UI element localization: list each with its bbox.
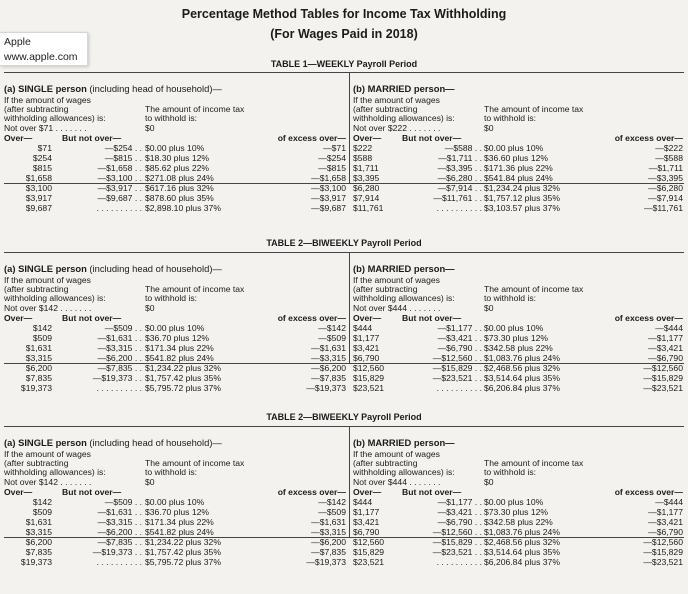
heading-note: (including head of household)—	[86, 263, 222, 274]
cell-excess: —$142	[318, 497, 346, 507]
table-row	[4, 527, 349, 537]
tax-label: The amount of income tax	[145, 284, 245, 294]
single-section	[4, 73, 349, 213]
table-title: TABLE 2—BIWEEKLY Payroll Period	[266, 412, 422, 422]
tax-label: The amount of income tax	[484, 284, 584, 294]
withholding-allowances: withholding allowances) is:	[353, 113, 455, 123]
after-subtracting: (after subtracting	[353, 458, 418, 468]
cell-over: $6,790	[353, 353, 380, 363]
table-row	[350, 343, 685, 353]
cell-but-not-over: —$1,711 . .	[438, 153, 482, 163]
cell-over: $1,631	[25, 343, 52, 353]
table-row	[350, 517, 685, 527]
table-row	[4, 507, 349, 517]
married-section	[349, 427, 685, 567]
cell-tax: $0.00 plus 10%	[484, 497, 544, 507]
cell-over: $815	[32, 163, 52, 173]
cell-over: $254	[32, 153, 52, 163]
cell-tax: $541.82 plus 24%	[145, 527, 214, 537]
table-row	[4, 173, 349, 183]
cell-excess: —$3,100	[311, 183, 346, 193]
cell-but-not-over: —$12,560 . .	[432, 527, 482, 537]
table-row	[350, 153, 685, 163]
cell-but-not-over: —$9,687 . .	[97, 193, 142, 203]
cell-tax: $541.84 plus 24%	[484, 173, 553, 183]
after-subtracting: (after subtracting	[4, 284, 69, 294]
cell-excess: —$1,631	[311, 517, 346, 527]
cell-but-not-over: —$19,373 . .	[92, 373, 142, 383]
table-row	[4, 497, 349, 507]
cell-tax: $1,083.76 plus 24%	[484, 527, 560, 537]
table-row	[350, 547, 685, 557]
after-subtracting: (after subtracting	[353, 284, 418, 294]
table-row	[4, 353, 349, 363]
col-over: Over—	[353, 487, 382, 497]
cell-excess: —$7,835	[311, 547, 346, 557]
table-row	[4, 153, 349, 163]
col-but-not-over: But not over—	[62, 313, 122, 323]
after-subtracting: (after subtracting	[4, 458, 69, 468]
cell-tax: $2,468.56 plus 32%	[484, 537, 560, 547]
cell-excess: —$3,421	[648, 517, 683, 527]
section-heading: (b) MARRIED person—	[353, 263, 455, 274]
table-row	[4, 343, 349, 353]
heading-label: (a) SINGLE person	[4, 263, 87, 274]
cell-excess: —$3,917	[311, 193, 346, 203]
after-subtracting: (after subtracting	[353, 104, 418, 114]
tax-label-2: to withhold is:	[484, 293, 537, 303]
tax-label: The amount of income tax	[145, 458, 245, 468]
table-title: TABLE 1—WEEKLY Payroll Period	[270, 59, 418, 69]
section-heading: (b) MARRIED person—	[353, 437, 455, 448]
cell-excess: —$6,200	[311, 537, 346, 547]
cell-over: $3,917	[25, 193, 52, 203]
tax-label-2: to withhold is:	[145, 467, 198, 477]
cell-excess: —$6,790	[648, 527, 683, 537]
cell-tax: $1,083.76 plus 24%	[484, 353, 560, 363]
cell-tax: $1,757.12 plus 35%	[484, 193, 560, 203]
heading-label: (a) SINGLE person	[4, 437, 87, 448]
cell-but-not-over: —$815 . .	[104, 153, 142, 163]
table-row	[350, 173, 685, 183]
table-row	[350, 497, 685, 507]
cell-over: $3,100	[25, 183, 52, 193]
cell-over: $3,421	[353, 517, 380, 527]
tax-label-2: to withhold is:	[145, 293, 198, 303]
section-heading	[4, 84, 222, 94]
col-excess-over: of excess over—	[277, 133, 346, 143]
table-row	[350, 537, 685, 547]
table-row	[4, 193, 349, 203]
withholding-allowances: withholding allowances) is:	[4, 113, 106, 123]
cell-but-not-over: —$3,421 . .	[437, 507, 482, 517]
wages-intro: If the amount of wages	[353, 95, 440, 105]
cell-over: $11,761	[353, 203, 384, 213]
cell-over: $12,560	[353, 537, 385, 547]
heading-note: (including head of household)—	[86, 83, 222, 94]
cell-excess: —$7,835	[311, 373, 346, 383]
table-row	[350, 363, 685, 373]
col-over: Over—	[4, 313, 33, 323]
cell-but-not-over: —$6,790 . .	[437, 517, 482, 527]
cell-tax: $1,234.22 plus 32%	[145, 363, 221, 373]
cell-but-not-over: . . . . . . . . . .	[436, 557, 482, 567]
cell-but-not-over: —$588 . .	[444, 143, 482, 153]
cell-but-not-over: —$6,790 . .	[437, 343, 482, 353]
married-section	[349, 73, 685, 213]
not-over-value: $0	[484, 303, 494, 313]
table-row	[350, 183, 685, 193]
cell-over: $3,421	[353, 343, 380, 353]
cell-tax: $171.34 plus 22%	[145, 343, 214, 353]
tax-label: The amount of income tax	[145, 104, 245, 114]
cell-excess: —$1,631	[311, 343, 346, 353]
not-over-value: $0	[484, 477, 494, 487]
cell-excess: —$19,373	[306, 383, 346, 393]
cell-over: $1,631	[25, 517, 52, 527]
cell-tax: $171.34 plus 22%	[145, 517, 214, 527]
cell-excess: —$3,315	[311, 353, 346, 363]
cell-tax: $1,234.22 plus 32%	[145, 537, 221, 547]
table-row	[350, 353, 685, 363]
cell-but-not-over: —$1,177 . .	[437, 497, 482, 507]
cell-excess: —$19,373	[306, 557, 346, 567]
not-over-value: $0	[145, 123, 155, 133]
not-over-row: Not over $71 . . . . . . .	[4, 123, 87, 133]
not-over-value: $0	[484, 123, 494, 133]
table-row	[4, 163, 349, 173]
not-over-row: Not over $142 . . . . . . .	[4, 303, 92, 313]
table-row	[4, 323, 349, 333]
tooltip-title: Apple	[4, 36, 31, 48]
cell-tax: $73.30 plus 12%	[484, 507, 549, 517]
cell-excess: —$1,658	[311, 173, 346, 183]
wages-intro: If the amount of wages	[353, 449, 440, 459]
col-over: Over—	[4, 487, 33, 497]
cell-tax: $85.62 plus 22%	[145, 163, 210, 173]
col-excess-over: of excess over—	[614, 487, 683, 497]
cell-but-not-over: —$7,835 . .	[97, 537, 142, 547]
cell-over: $19,373	[20, 557, 52, 567]
cell-excess: —$254	[318, 153, 346, 163]
cell-but-not-over: —$3,917 . .	[97, 183, 142, 193]
table-row	[350, 527, 685, 537]
cell-excess: —$3,421	[648, 343, 683, 353]
table-row	[350, 557, 685, 567]
cell-excess: —$9,687	[311, 203, 346, 213]
cell-tax: $1,757.42 plus 35%	[145, 373, 221, 383]
cell-but-not-over: —$3,315 . .	[97, 517, 142, 527]
table-row	[4, 557, 349, 567]
cell-excess: —$222	[655, 143, 683, 153]
cell-excess: —$142	[318, 323, 346, 333]
cell-tax: $2,898.10 plus 37%	[145, 203, 221, 213]
cell-excess: —$6,790	[648, 353, 683, 363]
cell-tax: $18.30 plus 12%	[145, 153, 210, 163]
cell-but-not-over: —$509 . .	[104, 323, 142, 333]
cell-over: $222	[353, 143, 373, 153]
cell-but-not-over: —$11,761 . .	[433, 193, 482, 203]
withholding-allowances: withholding allowances) is:	[4, 293, 106, 303]
table-row	[350, 383, 685, 393]
tax-label: The amount of income tax	[484, 458, 584, 468]
cell-over: $1,711	[353, 163, 379, 173]
table-row	[350, 203, 685, 213]
cell-but-not-over: —$7,914 . .	[437, 183, 482, 193]
cell-tax: $0.00 plus 10%	[145, 323, 205, 333]
cell-but-not-over: —$3,315 . .	[97, 343, 142, 353]
section-heading	[4, 264, 222, 274]
cell-but-not-over: —$254 . .	[104, 143, 142, 153]
table-title: TABLE 2—BIWEEKLY Payroll Period	[266, 238, 422, 248]
cell-tax: $2,468.56 plus 32%	[484, 363, 560, 373]
tax-label-2: to withhold is:	[145, 113, 198, 123]
table-row	[4, 383, 349, 393]
cell-over: $23,521	[353, 383, 385, 393]
cell-excess: —$509	[318, 333, 346, 343]
single-section	[4, 427, 349, 567]
heading-note: (including head of household)—	[86, 437, 222, 448]
cell-tax: $0.00 plus 10%	[145, 143, 205, 153]
cell-over: $6,280	[353, 183, 380, 193]
table-block	[4, 252, 684, 393]
cell-tax: $541.82 plus 24%	[145, 353, 214, 363]
cell-but-not-over: —$15,829 . .	[432, 537, 482, 547]
cell-tax: $0.00 plus 10%	[145, 497, 205, 507]
cell-excess: —$1,177	[648, 507, 683, 517]
cell-excess: —$6,280	[648, 183, 683, 193]
cell-but-not-over: —$1,631 . .	[97, 333, 142, 343]
cell-excess: —$1,177	[648, 333, 683, 343]
not-over-row: Not over $222 . . . . . . .	[353, 123, 441, 133]
cell-over: $71	[37, 143, 52, 153]
col-excess-over: of excess over—	[614, 133, 683, 143]
cell-tax: $342.58 plus 22%	[484, 343, 553, 353]
cell-over: $7,835	[25, 547, 52, 557]
col-excess-over: of excess over—	[277, 487, 346, 497]
cell-but-not-over: —$23,521 . .	[432, 547, 482, 557]
cell-tax: $36.70 plus 12%	[145, 333, 210, 343]
cell-over: $509	[32, 507, 52, 517]
wages-intro: If the amount of wages	[4, 95, 91, 105]
col-but-not-over: But not over—	[62, 487, 122, 497]
cell-over: $12,560	[353, 363, 385, 373]
cell-over: $23,521	[353, 557, 385, 567]
cell-excess: —$588	[655, 153, 683, 163]
withholding-allowances: withholding allowances) is:	[4, 467, 106, 477]
tooltip-url[interactable]: www.apple.com	[4, 51, 78, 63]
table-row	[350, 193, 685, 203]
cell-over: $6,200	[25, 363, 52, 373]
col-over: Over—	[353, 133, 382, 143]
cell-over: $1,177	[353, 507, 380, 517]
col-but-not-over: But not over—	[402, 313, 462, 323]
wages-intro: If the amount of wages	[353, 275, 440, 285]
col-but-not-over: But not over—	[62, 133, 122, 143]
cell-tax: $5,795.72 plus 37%	[145, 557, 221, 567]
cell-but-not-over: —$1,658 . .	[97, 163, 142, 173]
cell-tax: $73.30 plus 12%	[484, 333, 549, 343]
table-row	[4, 203, 349, 213]
cell-over: $7,835	[25, 373, 52, 383]
cell-but-not-over: —$7,835 . .	[97, 363, 142, 373]
cell-excess: —$23,521	[643, 383, 683, 393]
cell-but-not-over: —$1,631 . .	[97, 507, 142, 517]
table-row	[350, 143, 685, 153]
cell-over: $15,829	[353, 547, 385, 557]
col-over: Over—	[353, 313, 382, 323]
cell-but-not-over: —$3,421 . .	[437, 333, 482, 343]
cell-tax: $0.00 plus 10%	[484, 143, 544, 153]
cell-tax: $3,514.64 plus 35%	[484, 547, 560, 557]
cell-tax: $3,103.57 plus 37%	[484, 203, 560, 213]
cell-over: $142	[32, 323, 52, 333]
table-row	[4, 373, 349, 383]
table-row	[4, 537, 349, 547]
cell-over: $142	[32, 497, 52, 507]
cell-tax: $0.00 plus 10%	[484, 323, 544, 333]
cell-over: $9,687	[25, 203, 52, 213]
cell-but-not-over: . . . . . . . . . .	[436, 383, 482, 393]
cell-but-not-over: —$6,280 . .	[437, 173, 482, 183]
tax-label: The amount of income tax	[484, 104, 584, 114]
not-over-row: Not over $444 . . . . . . .	[353, 303, 441, 313]
cell-but-not-over: . . . . . . . . . .	[96, 557, 142, 567]
cell-excess: —$815	[318, 163, 346, 173]
cell-but-not-over: —$15,829 . .	[432, 363, 482, 373]
table-block	[4, 426, 684, 567]
cell-excess: —$1,711	[648, 163, 683, 173]
cell-tax: $36.60 plus 12%	[484, 153, 549, 163]
table-row	[350, 163, 685, 173]
cell-excess: —$3,395	[648, 173, 683, 183]
cell-tax: $617.16 plus 32%	[145, 183, 214, 193]
col-excess-over: of excess over—	[614, 313, 683, 323]
cell-tax: $6,206.84 plus 37%	[484, 383, 560, 393]
col-excess-over: of excess over—	[277, 313, 346, 323]
cell-but-not-over: . . . . . . . . . .	[96, 383, 142, 393]
cell-over: $588	[353, 153, 373, 163]
section-heading	[4, 438, 222, 448]
cell-excess: —$3,315	[311, 527, 346, 537]
table-row	[4, 547, 349, 557]
cell-tax: $878.60 plus 35%	[145, 193, 214, 203]
cell-over: $19,373	[20, 383, 52, 393]
tax-label-2: to withhold is:	[484, 467, 537, 477]
withholding-allowances: withholding allowances) is:	[353, 467, 455, 477]
cell-excess: —$15,829	[643, 547, 683, 557]
cell-but-not-over: —$23,521 . .	[432, 373, 482, 383]
cell-over: $7,914	[353, 193, 380, 203]
col-over: Over—	[4, 133, 33, 143]
table-row	[4, 143, 349, 153]
single-section	[4, 253, 349, 393]
cell-but-not-over: . . . . . . . . . .	[436, 203, 482, 213]
cell-tax: $1,234.24 plus 32%	[484, 183, 560, 193]
wages-intro: If the amount of wages	[4, 449, 91, 459]
page-title: Percentage Method Tables for Income Tax Withholding	[181, 7, 507, 21]
section-heading: (b) MARRIED person—	[353, 83, 455, 94]
table-row	[4, 183, 349, 193]
page-subtitle: (For Wages Paid in 2018)	[270, 27, 418, 41]
cell-tax: $271.08 plus 24%	[145, 173, 214, 183]
cell-over: $6,200	[25, 537, 52, 547]
cell-excess: —$15,829	[643, 373, 683, 383]
cell-excess: —$6,200	[311, 363, 346, 373]
cell-but-not-over: —$19,373 . .	[92, 547, 142, 557]
cell-excess: —$12,560	[643, 363, 683, 373]
table-row	[350, 373, 685, 383]
cell-excess: —$509	[318, 507, 346, 517]
cell-but-not-over: —$12,560 . .	[432, 353, 482, 363]
table-block	[4, 72, 684, 213]
cell-tax: $1,757.42 plus 35%	[145, 547, 221, 557]
cell-over: $444	[353, 497, 373, 507]
married-section	[349, 253, 685, 393]
not-over-row: Not over $444 . . . . . . .	[353, 477, 441, 487]
cell-excess: —$11,761	[643, 203, 683, 213]
table-row	[350, 507, 685, 517]
cell-tax: $171.36 plus 22%	[484, 163, 553, 173]
cell-over: $3,315	[25, 353, 52, 363]
cell-but-not-over: —$3,395 . .	[437, 163, 482, 173]
cell-tax: $6,206.84 plus 37%	[484, 557, 560, 567]
cell-excess: —$71	[323, 143, 346, 153]
after-subtracting: (after subtracting	[4, 104, 69, 114]
cell-but-not-over: —$1,177 . .	[437, 323, 482, 333]
cell-tax: $342.58 plus 22%	[484, 517, 553, 527]
table-row	[350, 323, 685, 333]
cell-tax: $5,795.72 plus 37%	[145, 383, 221, 393]
wages-intro: If the amount of wages	[4, 275, 91, 285]
withholding-allowances: withholding allowances) is:	[353, 293, 455, 303]
tax-label-2: to withhold is:	[484, 113, 537, 123]
table-row	[4, 363, 349, 373]
table-row	[4, 517, 349, 527]
cell-over: $15,829	[353, 373, 385, 383]
cell-but-not-over: . . . . . . . . . .	[96, 203, 142, 213]
cell-over: $3,315	[25, 527, 52, 537]
cell-tax: $36.70 plus 12%	[145, 507, 210, 517]
col-but-not-over: But not over—	[402, 133, 462, 143]
cell-over: $6,790	[353, 527, 380, 537]
cell-over: $1,658	[25, 173, 52, 183]
cell-over: $3,395	[353, 173, 380, 183]
not-over-row: Not over $142 . . . . . . .	[4, 477, 92, 487]
cell-excess: —$23,521	[643, 557, 683, 567]
heading-label: (a) SINGLE person	[4, 83, 87, 94]
cell-but-not-over: —$509 . .	[104, 497, 142, 507]
cell-over: $1,177	[353, 333, 380, 343]
cell-excess: —$444	[655, 323, 683, 333]
cell-over: $444	[353, 323, 373, 333]
table-row	[4, 333, 349, 343]
cell-but-not-over: —$6,200 . .	[97, 527, 142, 537]
cell-excess: —$444	[655, 497, 683, 507]
cell-excess: —$12,560	[643, 537, 683, 547]
cell-tax: $3,514.64 plus 35%	[484, 373, 560, 383]
not-over-value: $0	[145, 303, 155, 313]
not-over-value: $0	[145, 477, 155, 487]
cell-but-not-over: —$3,100 . .	[97, 173, 142, 183]
cell-but-not-over: —$6,200 . .	[97, 353, 142, 363]
cell-over: $509	[32, 333, 52, 343]
cell-excess: —$7,914	[648, 193, 683, 203]
table-row	[350, 333, 685, 343]
col-but-not-over: But not over—	[402, 487, 462, 497]
